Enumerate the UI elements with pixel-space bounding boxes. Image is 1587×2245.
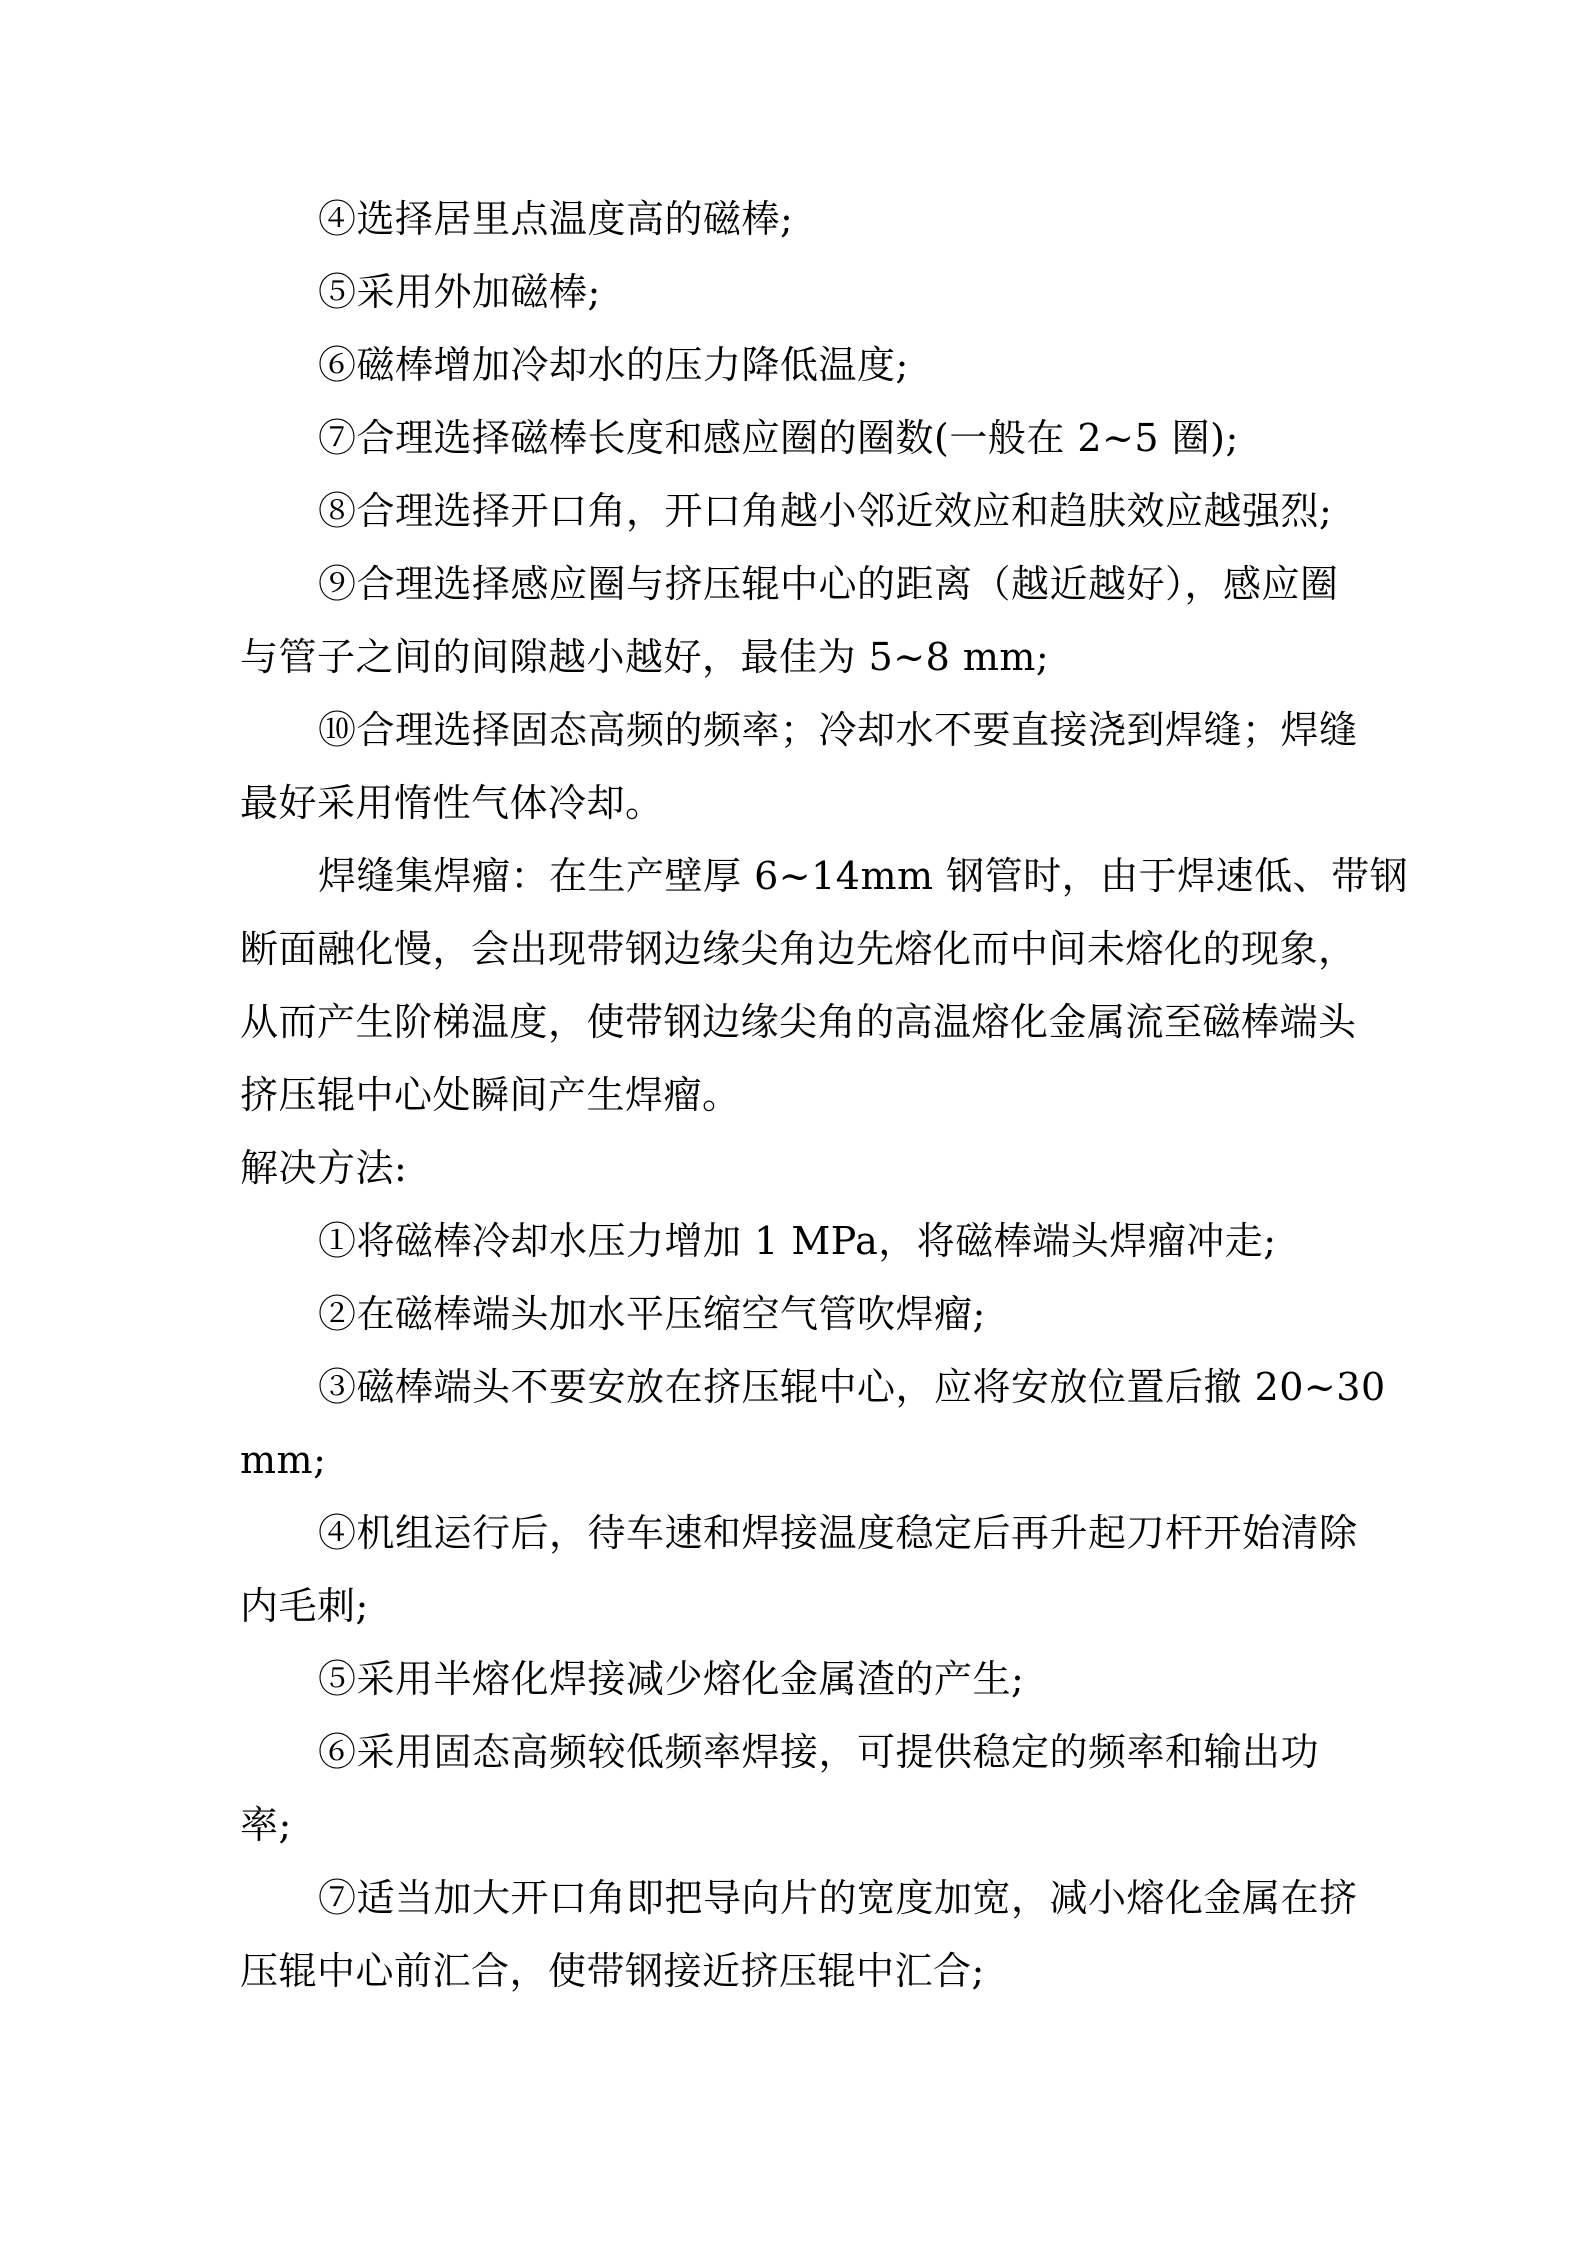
- text-line: ⑤采用半熔化焊接减少熔化金属渣的产生;: [318, 1657, 1025, 1701]
- text-paragraph: [240, 1132, 1430, 1205]
- text-paragraph: [240, 329, 1430, 402]
- text-line: 解决方法:: [240, 1146, 408, 1190]
- text-line: 挤压辊中心处瞬间产生焊瘤。: [240, 1073, 741, 1117]
- text-paragraph: [240, 256, 1430, 329]
- text-line: ⑥磁棒增加冷却水的压力降低温度;: [318, 343, 909, 387]
- text-paragraph: [240, 475, 1430, 548]
- text-line: ②在磁棒端头加水平压缩空气管吹焊瘤;: [318, 1292, 986, 1336]
- text-line: ⑥采用固态高频较低频率焊接，可提供稳定的频率和输出功: [318, 1730, 1320, 1774]
- text-line: ⑤采用外加磁棒;: [318, 270, 601, 314]
- text-line: ①将磁棒冷却水压力增加 1 MPa，将磁棒端头焊瘤冲走;: [318, 1219, 1277, 1263]
- text-paragraph: [240, 1205, 1430, 1278]
- text-line: ④机组运行后，待车速和焊接温度稳定后再升起刀杆开始清除: [318, 1511, 1358, 1555]
- text-paragraph: [240, 183, 1430, 256]
- text-line: ③磁棒端头不要安放在挤压辊中心，应将安放位置后撤 20~30: [318, 1365, 1386, 1409]
- text-line: ⑨合理选择感应圈与挤压辊中心的距离（越近越好），感应圈: [318, 562, 1339, 606]
- text-paragraph: [240, 1716, 1430, 1862]
- text-line: ⑦适当加大开口角即把导向片的宽度加宽，减小熔化金属在挤: [318, 1876, 1358, 1920]
- text-line: ⑧合理选择开口角，开口角越小邻近效应和趋肤效应越强烈;: [318, 489, 1333, 533]
- text-line: ⑩合理选择固态高频的频率；冷却水不要直接浇到焊缝；焊缝: [318, 708, 1358, 752]
- text-paragraph: [240, 1497, 1430, 1643]
- document-text-block: [240, 183, 1430, 2008]
- text-line: 断面融化慢，会出现带钢边缘尖角边先熔化而中间未熔化的现象，: [240, 927, 1357, 971]
- text-line: 从而产生阶梯温度，使带钢边缘尖角的高温熔化金属流至磁棒端头: [240, 1000, 1357, 1044]
- text-paragraph: [240, 1643, 1430, 1716]
- text-paragraph: [240, 1862, 1430, 2008]
- text-line: ④选择居里点温度高的磁棒;: [318, 197, 794, 241]
- text-paragraph: [240, 694, 1430, 840]
- text-line: ⑦合理选择磁棒长度和感应圈的圈数(一般在 2~5 圈);: [318, 416, 1239, 460]
- text-paragraph: [240, 1351, 1430, 1497]
- text-line: 最好采用惰性气体冷却。: [240, 781, 664, 825]
- text-line: mm;: [240, 1438, 327, 1482]
- text-line: 内毛刺;: [240, 1584, 369, 1628]
- text-paragraph: [240, 548, 1430, 694]
- text-line: 率;: [240, 1803, 292, 1847]
- text-paragraph: [240, 840, 1430, 1132]
- text-paragraph: [240, 402, 1430, 475]
- text-paragraph: [240, 1278, 1430, 1351]
- text-line: 焊缝集焊瘤：在生产壁厚 6~14mm 钢管时，由于焊速低、带钢: [318, 854, 1409, 898]
- text-line: 与管子之间的间隙越小越好，最佳为 5~8 mm;: [240, 635, 1050, 679]
- text-line: 压辊中心前汇合，使带钢接近挤压辊中汇合;: [240, 1949, 985, 1993]
